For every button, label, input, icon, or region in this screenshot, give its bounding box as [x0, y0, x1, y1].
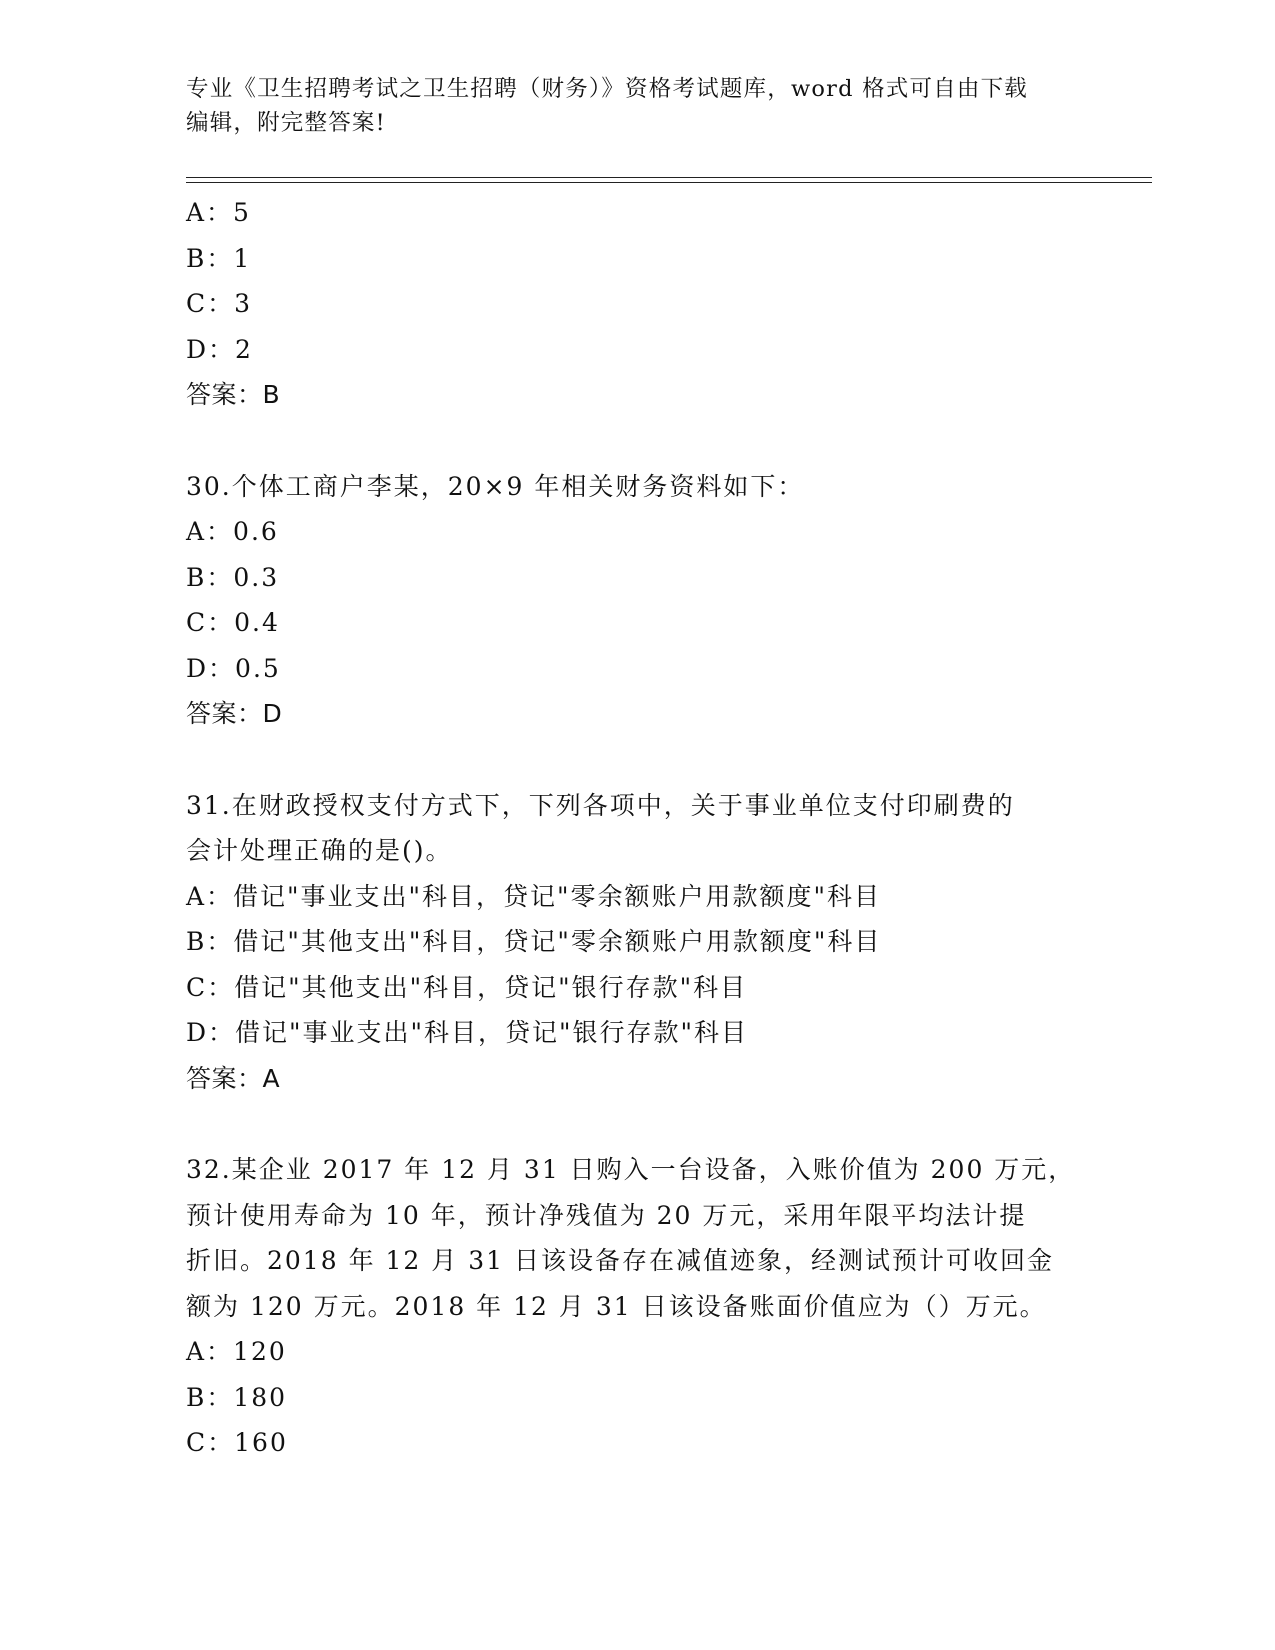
option-c: C：160: [186, 1428, 288, 1457]
question-text-line: 预计使用寿命为 10 年，预计净残值为 20 万元，采用年限平均法计提: [186, 1200, 1027, 1230]
header-line-1: 专业《卫生招聘考试之卫生招聘（财务）》资格考试题库，word 格式可自由下载: [186, 76, 1028, 102]
question-list: [186, 190, 1086, 1466]
header-rule-top: [186, 177, 1152, 178]
option-b: B：1: [186, 243, 252, 273]
option-b: B：180: [186, 1382, 288, 1412]
option-c: C：借记"其他支出"科目，贷记"银行存款"科目: [186, 972, 748, 1002]
question-text-line: 30.个体工商户李某，20×9 年相关财务资料如下：: [186, 471, 805, 501]
option-d: D：借记"事业支出"科目，贷记"银行存款"科目: [186, 1018, 749, 1047]
option-a: A：120: [186, 1337, 287, 1366]
question-30: [186, 464, 1086, 737]
question-31: [186, 783, 1086, 1102]
option-d: D：2: [186, 334, 253, 364]
option-d: D：0.5: [186, 653, 281, 683]
option-b: B：借记"其他支出"科目，贷记"零余额账户用款额度"科目: [186, 927, 882, 956]
question-text-line: 折旧。2018 年 12 月 31 日该设备存在减值迹象，经测试预计可收回金: [186, 1246, 1054, 1275]
document-header: [186, 72, 1066, 140]
option-c: C：0.4: [186, 608, 280, 637]
question-text-line: 会计处理正确的是()。: [186, 836, 453, 865]
option-b: B：0.3: [186, 562, 280, 592]
answer-line: 答案：A: [186, 1063, 281, 1093]
question-text-line: 31.在财政授权支付方式下，下列各项中，关于事业单位支付印刷费的: [186, 790, 1015, 820]
answer-line: 答案：B: [186, 380, 281, 409]
option-a: A：0.6: [186, 517, 279, 546]
question-text-line: 额为 120 万元。2018 年 12 月 31 日该设备账面价值应为（）万元。: [186, 1291, 1047, 1321]
option-c: C：3: [186, 289, 253, 318]
question-text-line: 32.某企业 2017 年 12 月 31 日购入一台设备，入账价值为 200 万元，: [186, 1155, 1076, 1184]
header-line-2: 编辑，附完整答案!: [186, 110, 386, 136]
option-a: A：借记"事业支出"科目，贷记"零余额账户用款额度"科目: [186, 881, 882, 911]
header-rule-bottom: [186, 182, 1152, 183]
option-a: A：5: [186, 198, 251, 227]
answer-line: 答案：D: [186, 699, 283, 728]
question-29-continued: [186, 190, 1086, 418]
question-32: [186, 1147, 1086, 1466]
